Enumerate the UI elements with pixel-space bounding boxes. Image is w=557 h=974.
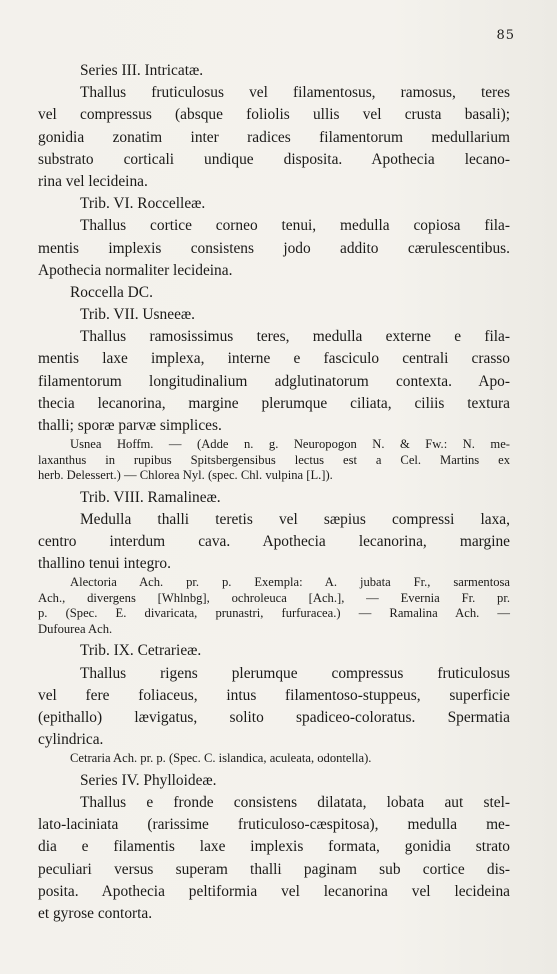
text-line: Series IV. Phylloideæ. bbox=[80, 771, 217, 789]
text-line: Medulla thalli teretis vel sæpius compressi laxa, bbox=[80, 510, 510, 528]
text-line: posita. Apothecia peltiformia vel lecanorina vel lecideina bbox=[38, 882, 510, 900]
text-line: laxanthus in rupibus Spitsbergensibus lectus est a Cel. Martins ex bbox=[38, 452, 510, 467]
text-line: Trib. IX. Cetrarieæ. bbox=[80, 642, 202, 660]
text-line: Thallus cortice corneo tenui, medulla copiosa fila- bbox=[80, 217, 510, 235]
text-line: p. (Spec. E. divaricata, prunastri, furfuracea.) — Ramalina Ach. — bbox=[38, 606, 510, 621]
text-line: gonidia zonatim inter radices filamentorum medullarium bbox=[38, 128, 510, 146]
text-line: Thallus fruticulosus vel filamentosus, ramosus, teres bbox=[80, 84, 510, 102]
text-line: Thallus ramosissimus teres, medulla externe e fila- bbox=[80, 328, 510, 346]
text-line: Ach., divergens [Whlnbg], ochroleuca [Ach.], — Evernia Fr. pr. bbox=[38, 590, 510, 605]
text-line: Trib. VII. Usneeæ. bbox=[80, 306, 196, 324]
text-line: herb. Delessert.) — Chlorea Nyl. (spec. Chl. vulpina [L.]). bbox=[38, 468, 333, 483]
text-line: Usnea Hoffm. — (Adde n. g. Neuropogon N. & Fw.: N. me- bbox=[70, 437, 510, 452]
text-line: thallino tenui integro. bbox=[38, 555, 171, 573]
text-line: rina vel lecideina. bbox=[38, 172, 148, 190]
text-line: vel fere foliaceus, intus filamentoso-stuppeus, superficie bbox=[38, 686, 510, 704]
text-line: peculiari versus superam thalli paginam sub cortice dis- bbox=[38, 860, 510, 878]
text-line: Trib. VIII. Ramalineæ. bbox=[80, 488, 221, 506]
text-line: mentis laxe implexa, interne e fasciculo centrali crasso bbox=[38, 350, 510, 368]
text-line: Trib. VI. Roccelleæ. bbox=[80, 195, 206, 213]
text-line: (epithallo) lævigatus, solito spadiceo-coloratus. Spermatia bbox=[38, 709, 510, 726]
text-line: Series III. Intricatæ. bbox=[80, 62, 204, 79]
text-line: filamentorum longitudinalium adglutinatorum contexta. Apo- bbox=[38, 372, 510, 390]
text-line: thecia lecanorina, margine plerumque ciliata, ciliis textura bbox=[38, 394, 510, 412]
text-line: Cetraria Ach. pr. p. (Spec. C. islandica, aculeata, odontella). bbox=[70, 751, 372, 766]
text-line: centro interdum cava. Apothecia lecanorina, margine bbox=[38, 533, 510, 551]
text-line: et gyrose contorta. bbox=[38, 905, 153, 922]
text-line: vel compressus (absque foliolis ullis vel crusta basali); bbox=[38, 106, 510, 124]
text-line: Thallus e fronde consistens dilatata, lobata aut stel- bbox=[80, 794, 510, 812]
text-line: lato-laciniata (rarissime fruticuloso-cæspitosa), medulla me- bbox=[38, 816, 510, 834]
page-number: 85 bbox=[496, 28, 515, 43]
text-line: Apothecia normaliter lecideina. bbox=[38, 261, 233, 279]
text-line: Thallus rigens plerumque compressus fruticulosus bbox=[80, 664, 510, 682]
text-line: mentis implexis consistens jodo addito cærulescentibus. bbox=[38, 239, 510, 257]
text-line: thalli; sporæ parvæ simplices. bbox=[38, 417, 222, 434]
text-line: substrato corticali undique disposita. Apothecia lecano- bbox=[38, 150, 510, 168]
text-line: Roccella DC. bbox=[70, 283, 153, 301]
text-line: Alectoria Ach. pr. p. Exempla: A. jubata Fr., sarmentosa bbox=[70, 575, 510, 590]
page-text bbox=[38, 60, 510, 925]
text-line: Dufourea Ach. bbox=[38, 621, 113, 636]
text-line: dia e filamentis laxe implexis formata, gonidia strato bbox=[38, 838, 510, 856]
text-line: cylindrica. bbox=[38, 731, 104, 749]
